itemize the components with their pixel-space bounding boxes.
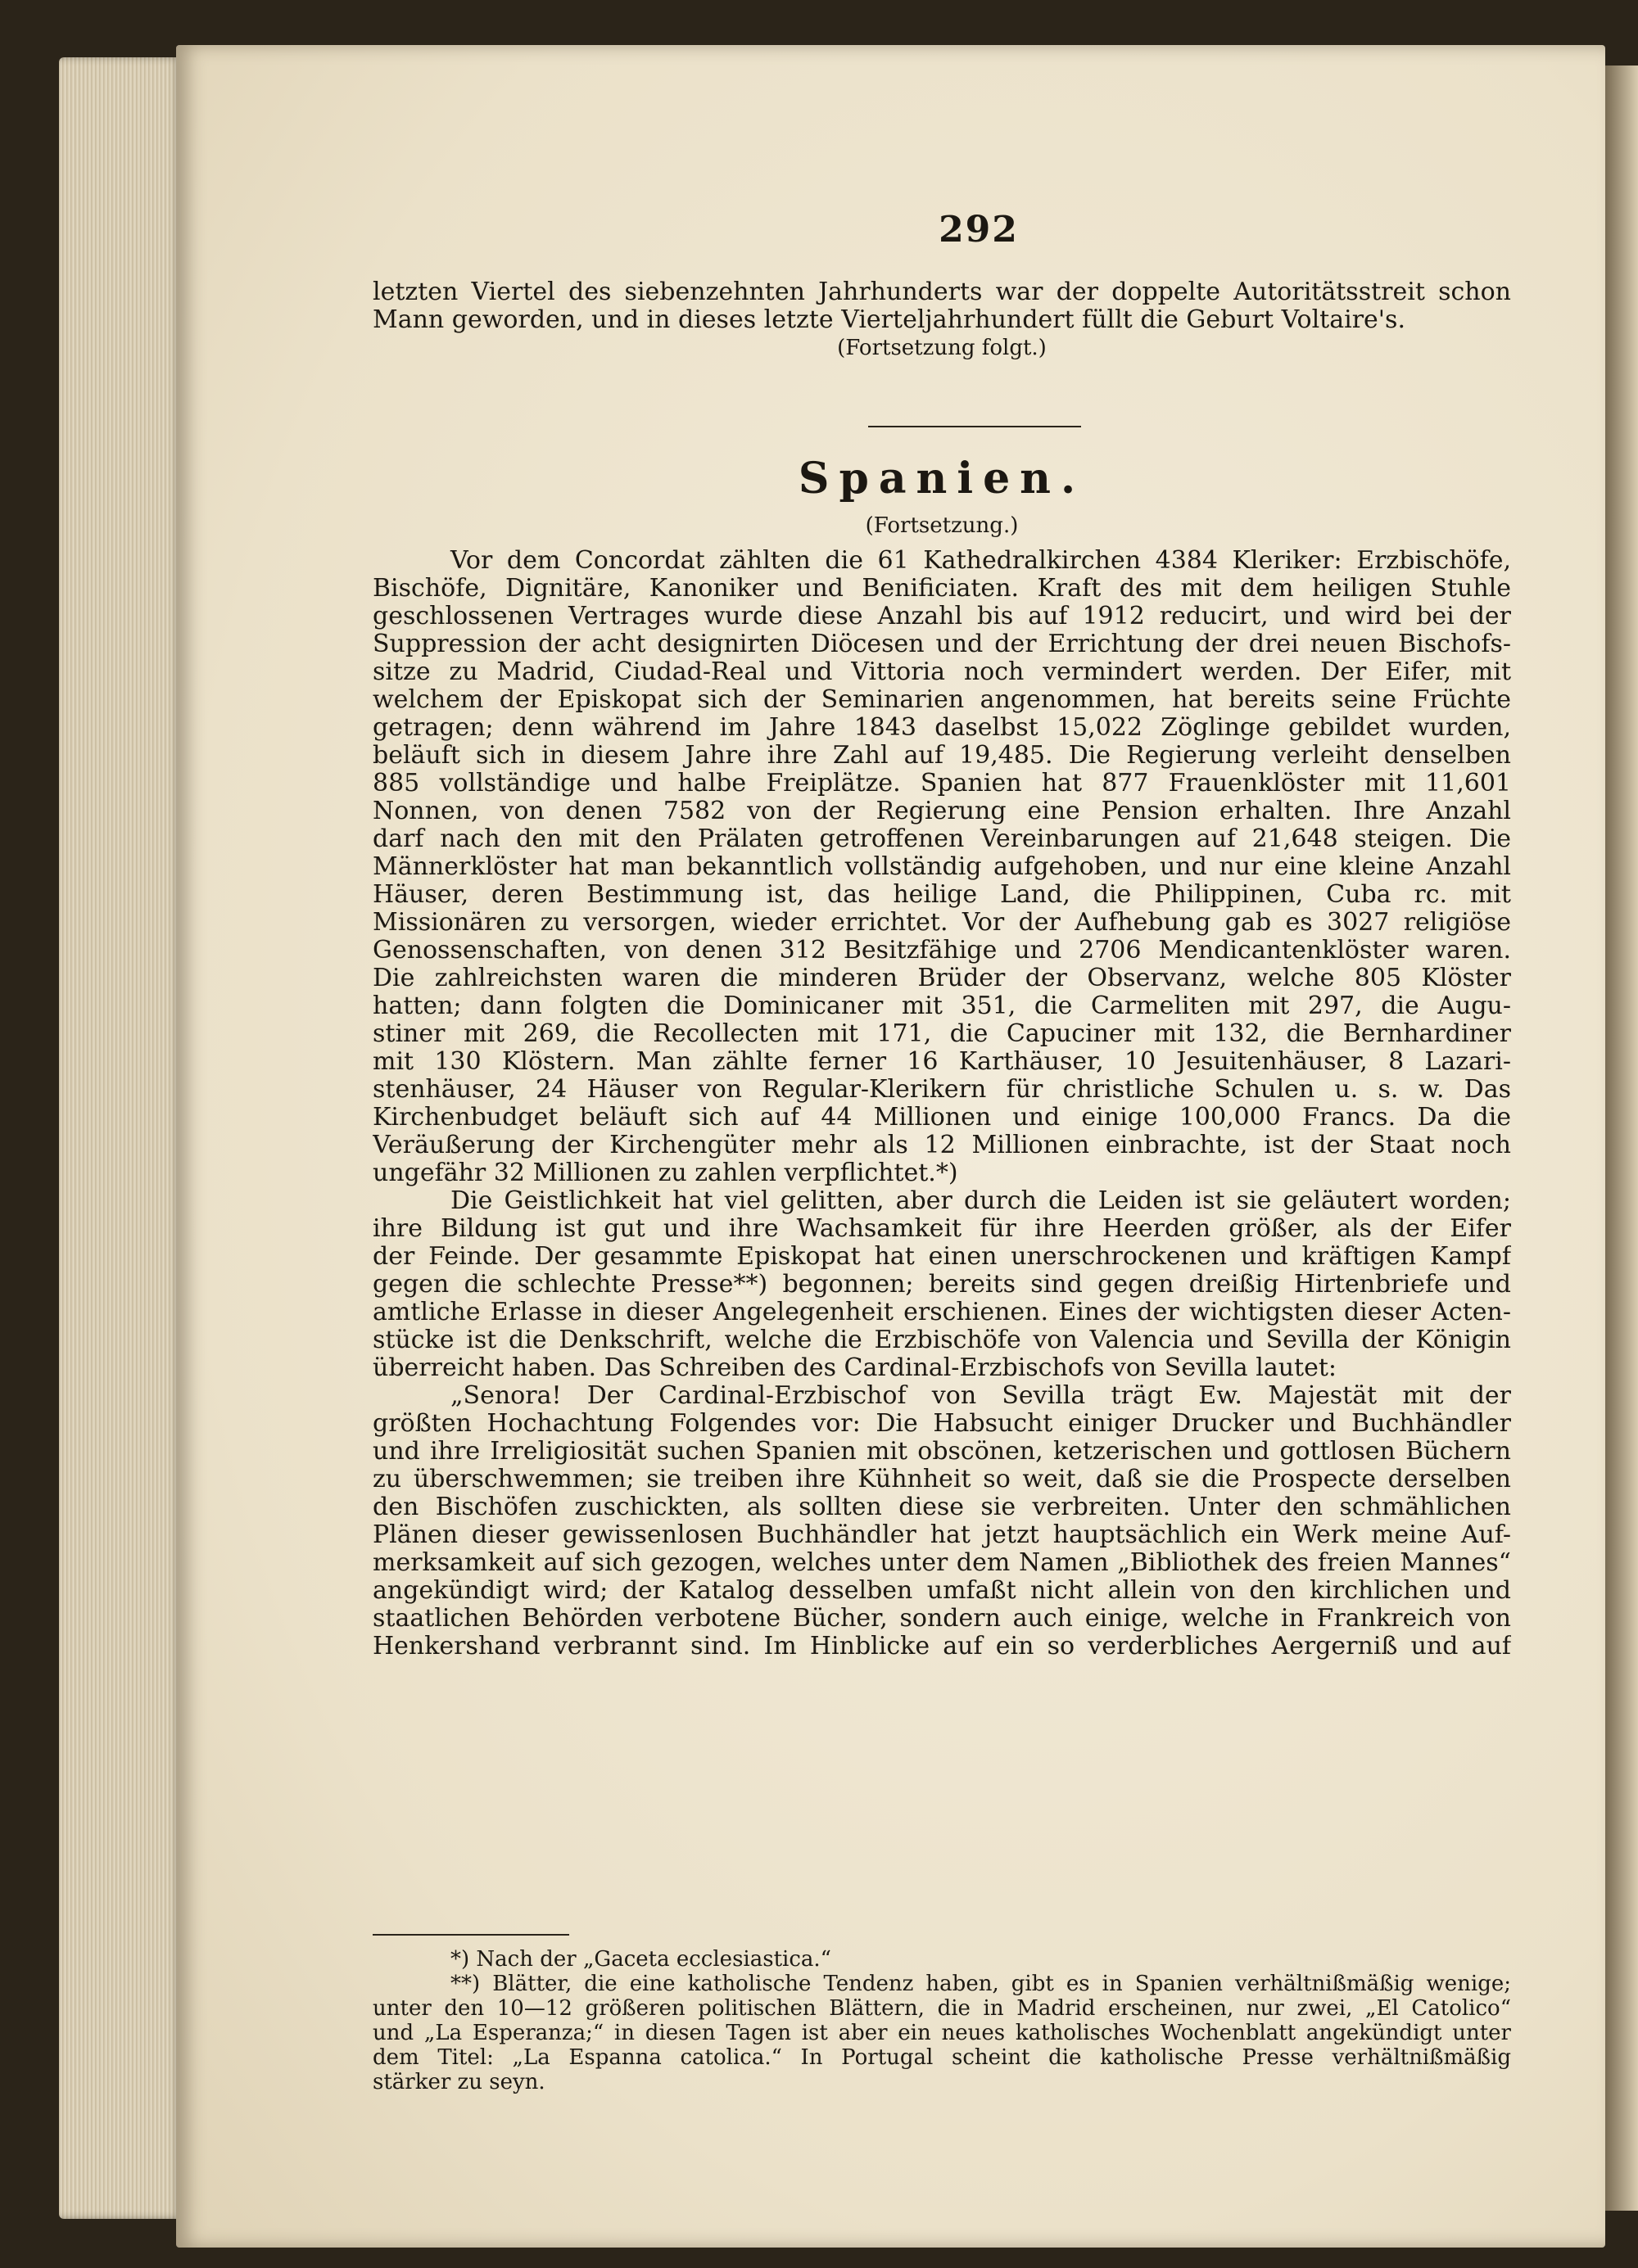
text-line: überreicht haben. Das Schreiben des Cardinal-Erzbischofs von Sevilla lautet: — [373, 1354, 1337, 1382]
text-line: Mann geworden, und in dieses letzte Vierteljahrhundert füllt die Geburt Voltaire's. — [373, 306, 1405, 334]
text-line: hatten; dann folgten die Dominicaner mit 351, die Carmeliten mit 297, die Augu- — [373, 992, 1511, 1020]
text-line: sitze zu Madrid, Ciudad-Real und Vittoria noch vermindert werden. Der Eifer, mit — [373, 658, 1511, 686]
text-line: Vor dem Concordat zählten die 61 Kathedralkirchen 4384 Kleriker: Erzbischöfe, — [450, 547, 1511, 575]
section-title: Spanien. — [798, 454, 1086, 504]
footnotes — [373, 1947, 1511, 2094]
footnote-line: stärker zu seyn. — [373, 2070, 545, 2094]
text-line: beläuft sich in diesem Jahre ihre Zahl auf 19,485. Die Regierung verleiht denselben — [373, 742, 1511, 770]
text-line: Kirchenbudget beläuft sich auf 44 Millionen und einige 100,000 Francs. Da die — [373, 1104, 1511, 1132]
text-line: staatlichen Behörden verbotene Bücher, sondern auch einige, welche in Frankreich von — [373, 1605, 1511, 1633]
text-line: Häuser, deren Bestimmung ist, das heilige Land, die Philippinen, Cuba rc. mit — [373, 881, 1511, 909]
intro-paragraph — [373, 278, 1511, 362]
text-line: Die zahlreichsten waren die minderen Brüder der Observanz, welche 805 Klöster — [373, 965, 1511, 992]
section-subtitle: (Fortsetzung.) — [865, 513, 1019, 538]
text-line: getragen; denn während im Jahre 1843 daselbst 15,022 Zöglinge gebildet wurden, — [373, 714, 1511, 742]
text-line: Die Geistlichkeit hat viel gelitten, aber durch die Leiden ist sie geläutert worden; — [450, 1187, 1511, 1215]
text-line: Veräußerung der Kirchengüter mehr als 12 Millionen einbrachte, ist der Staat noch — [373, 1132, 1511, 1159]
text-line: Henkershand verbrannt sind. Im Hinblicke auf ein so verderbliches Aergerniß und auf — [373, 1633, 1511, 1660]
text-line: zu überschwemmen; sie treiben ihre Kühnheit so weit, daß sie die Prospecte derselben — [373, 1466, 1511, 1493]
text-line: Männerklöster hat man bekanntlich vollständig aufgehoben, und nur eine kleine Anzahl — [373, 853, 1511, 881]
text-line: angekündigt wird; der Katalog desselben umfaßt nicht allein von den kirchlichen und — [373, 1577, 1511, 1605]
book-edge — [59, 57, 182, 2219]
text-line: und ihre Irreligiosität suchen Spanien mit obscönen, ketzerischen und gottlosen Büchern — [373, 1438, 1511, 1466]
text-line: Bischöfe, Dignitäre, Kanoniker und Benificiaten. Kraft des mit dem heiligen Stuhle — [373, 575, 1511, 603]
text-line: amtliche Erlasse in dieser Angelegenheit erschienen. Eines der wichtigsten dieser Acten- — [373, 1299, 1511, 1326]
text-line: Genossenschaften, von denen 312 Besitzfähige und 2706 Mendicantenklöster waren. — [373, 937, 1511, 965]
text-line: mit 130 Klöstern. Man zählte ferner 16 Karthäuser, 10 Jesuitenhäuser, 8 Lazari- — [373, 1048, 1511, 1076]
text-line: darf nach den mit den Prälaten getroffenen Vereinbarungen auf 21,648 steigen. Die — [373, 825, 1511, 853]
facing-page-edge — [1601, 66, 1638, 2211]
text-line: Nonnen, von denen 7582 von der Regierung eine Pension erhalten. Ihre Anzahl — [373, 797, 1511, 825]
text-line: letzten Viertel des siebenzehnten Jahrhunderts war der doppelte Autoritätsstreit schon — [373, 278, 1511, 306]
section-heading — [373, 446, 1511, 540]
text-line: größten Hochachtung Folgendes vor: Die Habsucht einiger Drucker und Buchhändler — [373, 1410, 1511, 1438]
footnote-line: dem Titel: „La Espanna catolica.“ In Portugal scheint die katholische Presse verhältnißmäßig — [373, 2045, 1511, 2070]
text-line: Suppression der acht designirten Diöcesen und der Errichtung der drei neuen Bischofs- — [373, 630, 1511, 658]
article-body — [373, 547, 1511, 1660]
text-line: welchem der Episkopat sich der Seminarien angenommen, hat bereits seine Früchte — [373, 686, 1511, 714]
text-line: stenhäuser, 24 Häuser von Regular-Klerikern für christliche Schulen u. s. w. Das — [373, 1076, 1511, 1104]
text-line: Missionären zu versorgen, wieder errichtet. Vor der Aufhebung gab es 3027 religiöse — [373, 909, 1511, 937]
section-divider — [868, 426, 1081, 427]
footnote-line: *) Nach der „Gaceta ecclesiastica.“ — [450, 1947, 831, 1972]
page-number: 292 — [939, 209, 1019, 251]
text-line: geschlossenen Vertrages wurde diese Anzahl bis auf 1912 reducirt, und wird bei der — [373, 603, 1511, 630]
text-line: den Bischöfen zuschickten, als sollten diese sie verbreiten. Unter den schmählichen — [373, 1493, 1511, 1521]
text-line: stiner mit 269, die Recollecten mit 171, die Capuciner mit 132, die Bernhardiner — [373, 1020, 1511, 1048]
text-line: der Feinde. Der gesammte Episkopat hat einen unerschrockenen und kräftigen Kampf — [373, 1243, 1511, 1271]
text-line: „Senora! Der Cardinal-Erzbischof von Sevilla trägt Ew. Majestät mit der — [450, 1382, 1511, 1410]
continued-note: (Fortsetzung folgt.) — [837, 336, 1047, 360]
footnote-line: **) Blätter, die eine katholische Tendenz haben, gibt es in Spanien verhältnißmäßig wenige; — [450, 1972, 1511, 1996]
footnote-line: und „La Esperanza;“ in diesen Tagen ist aber ein neues katholisches Wochenblatt angekündigt unter — [373, 2021, 1511, 2045]
text-line: gegen die schlechte Presse**) begonnen; bereits sind gegen dreißig Hirtenbriefe und — [373, 1271, 1511, 1299]
text-line: stücke ist die Denkschrift, welche die Erzbischöfe von Valencia und Sevilla der Königin — [373, 1326, 1511, 1354]
footnote-line: unter den 10—12 größeren politischen Blättern, die in Madrid erscheinen, nur zwei, „El Catolico“ — [373, 1996, 1511, 2021]
text-line: merksamkeit auf sich gezogen, welches unter dem Namen „Bibliothek des freien Mannes“ — [373, 1549, 1511, 1577]
text-line: ihre Bildung ist gut und ihre Wachsamkeit für ihre Heerden größer, als der Eifer — [373, 1215, 1511, 1243]
footnote-rule — [373, 1934, 569, 1936]
text-line: Plänen dieser gewissenlosen Buchhändler hat jetzt hauptsächlich ein Werk meine Auf- — [373, 1521, 1511, 1549]
text-line: 885 vollständige und halbe Freiplätze. Spanien hat 877 Frauenklöster mit 11,601 — [373, 770, 1511, 797]
text-line: ungefähr 32 Millionen zu zahlen verpflichtet.*) — [373, 1159, 958, 1187]
